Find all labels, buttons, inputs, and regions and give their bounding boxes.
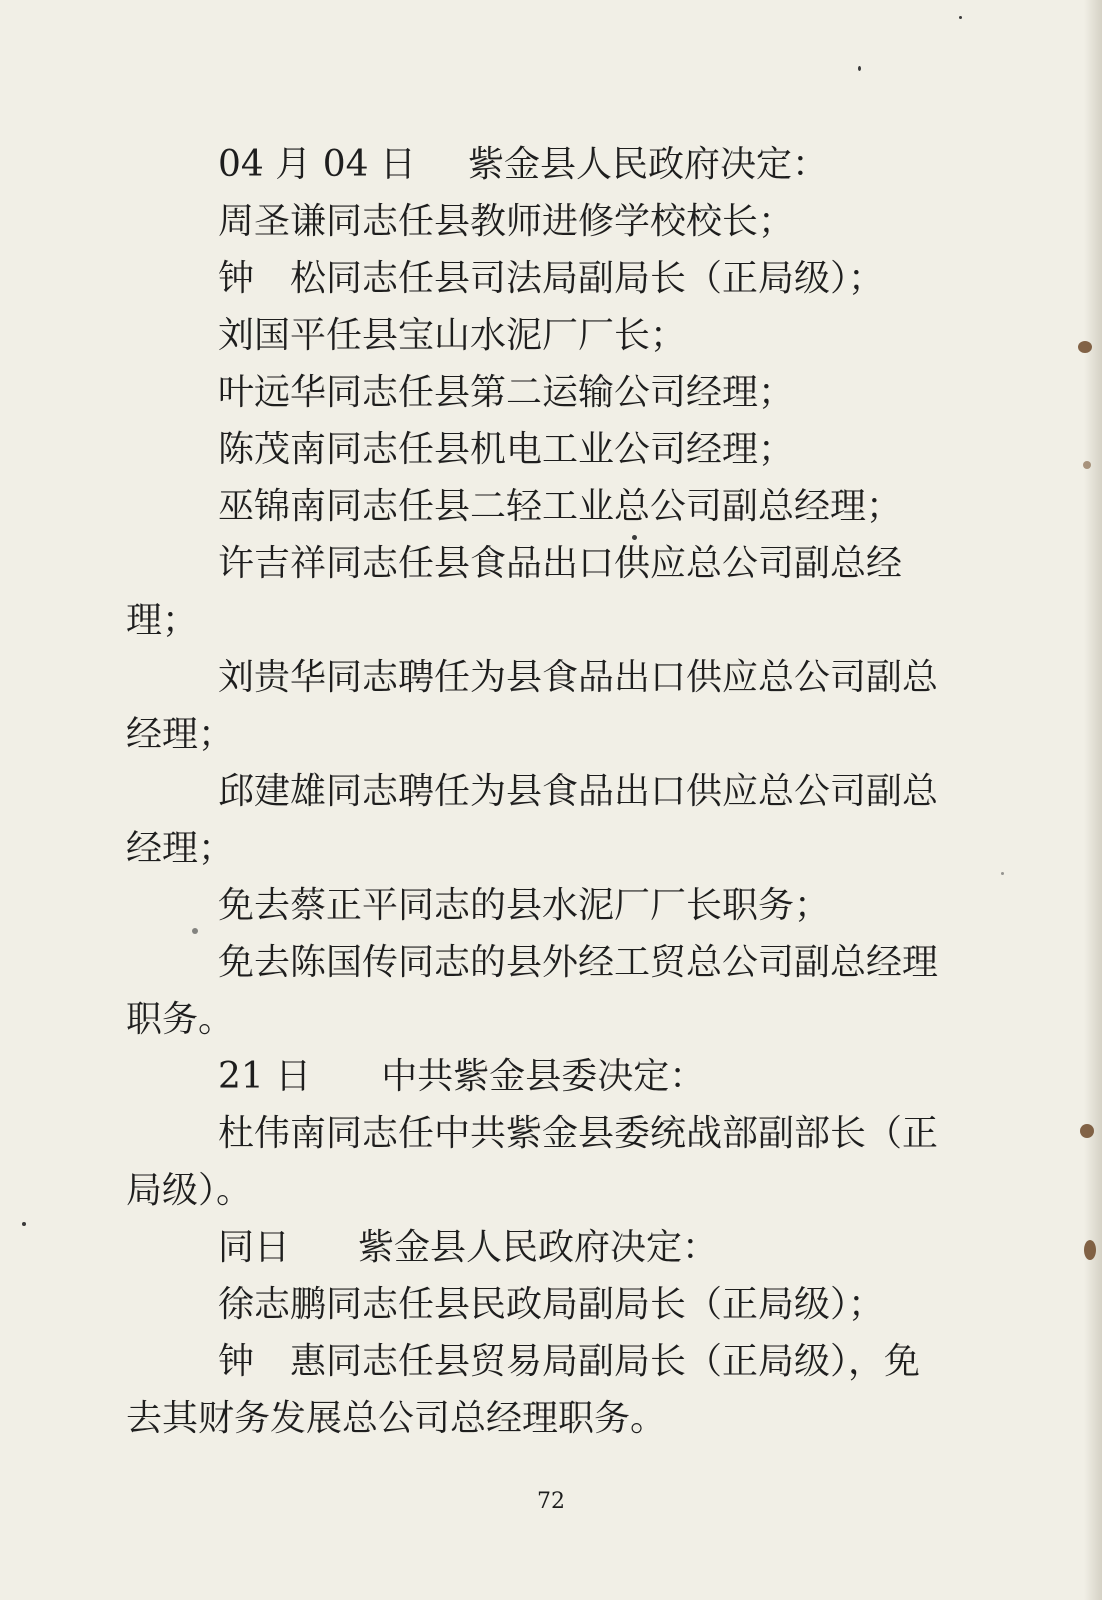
entry-heading-same-day	[126, 1219, 972, 1276]
entry-date: 21 日	[218, 1056, 312, 1097]
appointment-line	[126, 1333, 972, 1390]
appointment-line: 周圣谦同志任县教师进修学校校长；	[218, 201, 795, 242]
appointment-line: 巫锦南同志任县二轻工业总公司副总经理；	[218, 486, 903, 527]
paper-speck	[959, 16, 962, 19]
appointment-text: 惠同志任县贸易局副局长（正局级），免	[290, 1341, 921, 1382]
rust-spot	[1083, 461, 1091, 469]
appointment-continuation: 去其财务发展总公司总经理职务。	[126, 1398, 667, 1439]
rust-spot	[1080, 1124, 1094, 1138]
paper-speck	[1001, 872, 1004, 875]
paper-speck	[632, 535, 637, 540]
appointment-continuation: 经理；	[126, 828, 235, 869]
dismissal-line: 免去蔡正平同志的县水泥厂厂长职务；	[218, 885, 831, 926]
appointment-line: 刘国平任县宝山水泥厂厂长；	[218, 315, 687, 356]
appointment-continuation: 经理；	[126, 714, 235, 755]
appointment-continuation: 局级）。	[126, 1170, 253, 1211]
rust-spot	[1078, 341, 1092, 353]
entry-authority: 紫金县人民政府决定：	[467, 144, 828, 185]
appointment-line: 邱建雄同志聘任为县食品出口供应总公司副总	[218, 771, 939, 812]
appointment-line: 叶远华同志任县第二运输公司经理；	[218, 372, 795, 413]
person-given-name: 钟	[218, 1341, 255, 1382]
appointment-line: 刘贵华同志聘任为县食品出口供应总公司副总	[218, 657, 939, 698]
page-edge-shadow	[1084, 0, 1102, 1600]
appointment-line: 陈茂南同志任县机电工业公司经理；	[218, 429, 795, 470]
paper-speck	[858, 66, 861, 71]
appointment-line: 杜伟南同志任中共紫金县委统战部副部长（正	[218, 1113, 939, 1154]
rust-spot	[1084, 1240, 1096, 1260]
paper-speck	[192, 928, 198, 934]
paper-speck	[22, 1222, 26, 1226]
dismissal-line: 免去陈国传同志的县外经工贸总公司副总经理	[218, 942, 939, 983]
appointment-text: 松同志任县司法局副局长（正局级）；	[290, 258, 885, 299]
appointment-line	[126, 250, 972, 307]
dismissal-continuation: 职务。	[126, 999, 235, 1040]
entry-date: 04 月 04 日	[218, 144, 416, 185]
page-number: 72	[537, 1489, 565, 1514]
entry-heading-21	[126, 1048, 972, 1105]
appointment-line: 许吉祥同志任县食品出口供应总公司副总经	[218, 543, 903, 584]
entry-date: 同日	[218, 1227, 291, 1268]
entry-heading-0404	[126, 136, 972, 193]
person-given-name: 钟	[218, 258, 255, 299]
appointment-continuation: 理；	[126, 600, 199, 641]
entry-authority: 紫金县人民政府决定：	[358, 1227, 719, 1268]
entry-authority: 中共紫金县委决定：	[381, 1056, 706, 1097]
document-body	[126, 136, 972, 1447]
appointment-line: 徐志鹏同志任县民政局副局长（正局级）；	[218, 1284, 885, 1325]
